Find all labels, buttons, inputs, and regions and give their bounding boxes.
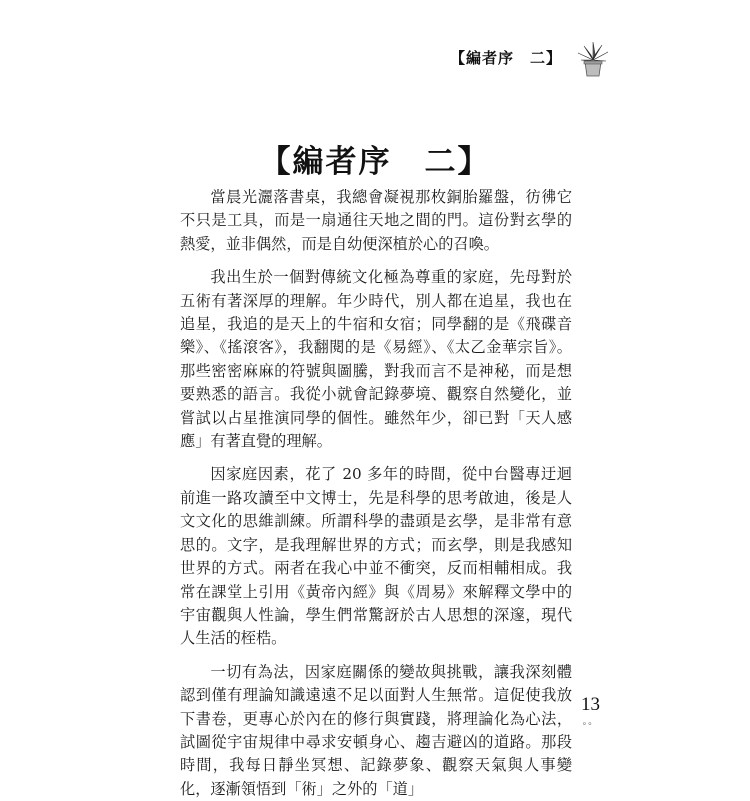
paragraph-1: 當晨光灑落書桌，我總會凝視那枚銅胎羅盤，彷彿它不只是工具，而是一扇通往天地之間的門。這份對玄學的熱愛，並非偶然，而是自幼便深植於心的召喚。 <box>180 188 572 253</box>
paragraph-4: 一切有為法，因家庭關係的變故與挑戰，讓我深刻體認到僅有理論知識遠遠不足以面對人生無常。這促使我放下書卷，更專心於內在的修行與實踐，將理論化為心法，試圖從宇宙規律中尋求安頓身心、趨吉避凶的道路。那段時間，我每日靜坐冥想、記錄夢象、觀察天氣與人事變化，逐漸領悟到「術」之外的「道」 <box>180 662 572 798</box>
page-marker: 。。 <box>582 716 599 726</box>
paragraph-3: 因家庭因素，花了 20 多年的時間，從中台醫專迂迴前進一路攻讀至中文博士，先是科學的思考啟迪，後是人文文化的思維訓練。所謂科學的盡頭是玄學，是非常有意思的。文字，是我理解世界的方式；而玄學，則是我感知世界的方式。兩者在我心中並不衝突，反而相輔相成。我常在課堂上引用《黃帝內經》與《周易》來解釋文學中的宇宙觀與人性論，學生們常驚訝於古人思想的深邃，現代人生活的桎梏。 <box>180 465 572 648</box>
plant-leaves <box>578 42 608 61</box>
running-head: 【編者序 二】 <box>449 49 562 67</box>
page-number-block <box>581 694 600 726</box>
chapter-title: 【編者序 二】 <box>259 144 491 180</box>
page-number: 13 <box>581 694 600 715</box>
potted-plant-icon <box>576 40 610 78</box>
paragraph-2: 我出生於一個對傳統文化極為尊重的家庭，先母對於五術有著深厚的理解。年少時代，別人都在追星，我也在追星，我追的是天上的牛宿和女宿；同學翻的是《飛碟音樂》、《搖滾客》，我翻閱的是《易經》、《太乙金華宗旨》。那些密密麻麻的符號與圖騰，對我而言不是神秘，而是想要熟悉的語言。我從小就會記錄夢境、觀察自然變化，並嘗試以占星推演同學的個性。雖然年少，卻已對「天人感應」有著直覺的理解。 <box>180 268 572 451</box>
body-text <box>180 186 572 801</box>
